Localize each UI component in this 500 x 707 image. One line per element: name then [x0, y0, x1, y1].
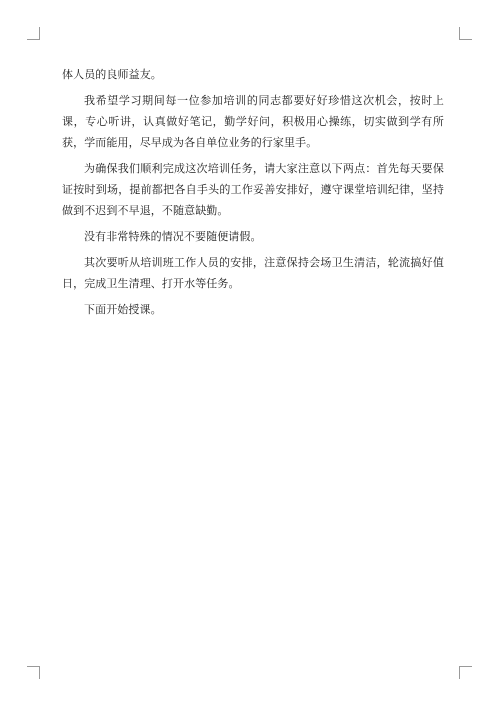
crop-mark-bottom-right: [459, 666, 472, 679]
paragraph-5: 其次要听从培训班工作人员的安排，注意保持会场卫生清洁，轮流搞好值日，完成卫生清理、打开水等任务。: [62, 256, 444, 290]
paragraph-1: 体人员的良师益友。: [62, 68, 162, 81]
paragraph-3: 为确保我们顺利完成这次培训任务，请大家注意以下两点：首先每天要保证按时到场，提前都把各自手头的工作妥善安排好，遵守课堂培训纪律，坚持做到不迟到不早退，不随意缺勤。: [62, 162, 444, 217]
crop-mark-top-right: [459, 27, 472, 40]
crop-mark-top-left: [27, 27, 40, 40]
paragraph-6: 下面开始授课。: [84, 303, 162, 316]
paragraph-2: 我希望学习期间每一位参加培训的同志都要好好珍惜这次机会，按时上课，专心听讲，认真做好笔记，勤学好问，积极用心操练，切实做到学有所获，学而能用，尽早成为各自单位业务的行家里手。: [62, 94, 444, 149]
document-body: [62, 64, 444, 325]
paragraph-4: 没有非常特殊的情况不要随便请假。: [84, 230, 262, 243]
crop-mark-bottom-left: [27, 666, 40, 679]
